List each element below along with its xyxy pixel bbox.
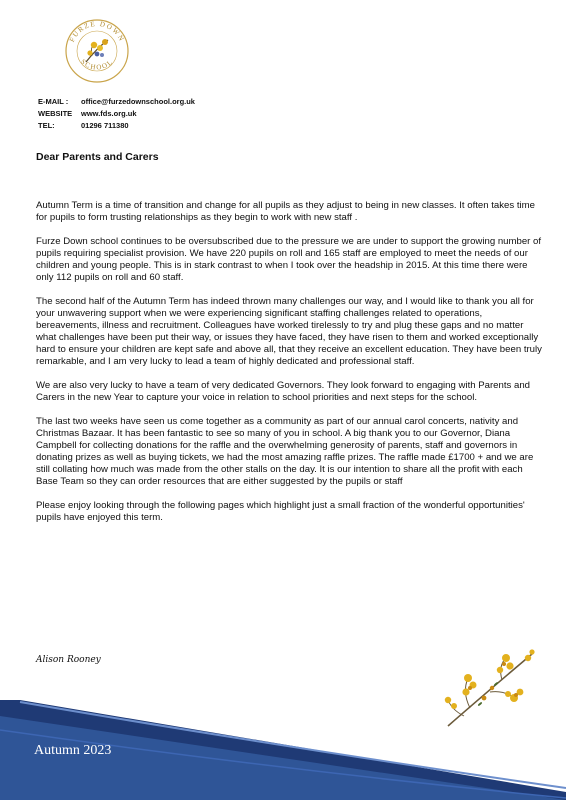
contact-label: WEBSITE (38, 109, 73, 118)
paragraph: Please enjoy looking through the following pages which highlight just a small fraction of the wonderful opportunities' pupils have enjoyed this term. (36, 500, 525, 523)
footer-term-label: Autumn 2023 (34, 743, 112, 758)
contact-email-row (38, 96, 195, 108)
contact-label: E-MAIL : (38, 97, 69, 106)
contact-label: TEL: (38, 121, 55, 130)
paragraph: The last two weeks have seen us come together as a community as part of our annual carol concerts, nativity and Christmas Bazaar. It has been fantastic to see so many of you in school. A big thank you to our Governor, Diana Campbell for collecting donations for the raffle and the overwhelming generosity of parents, staff and governors in donating prizes as well as buying tickets, we had the most amazing raffle prizes. The raffle made £1700 + and we are still collating how much was made from the other stalls on the day. It is our intention to share all the profit with each Base Team so they can order resources that are either suggested by the pupils or staff (36, 416, 534, 487)
contact-phone-row (38, 120, 195, 132)
logo-school-text: SCHOOL (79, 57, 115, 72)
logo-arc-text: FURZE DOWN (67, 19, 127, 44)
paragraph: We are also very lucky to have a team of very dedicated Governors. They look forward to engaging with Parents and Carers in the new Year to capture your voice in relation to school priorities and next steps for the school. (36, 380, 530, 403)
contact-details (38, 96, 195, 132)
phone-number: 01296 711380 (81, 121, 129, 130)
paragraph: Autumn Term is a time of transition and change for all pupils as they adjust to being in new classes. It often takes time for pupils to form trusting relationships as they begin to work with new staff . (36, 200, 535, 223)
contact-website-row (38, 108, 195, 120)
svg-text:SCHOOL (79, 58, 115, 72)
svg-text:FURZE DOWN (68, 20, 126, 43)
letter-body (36, 200, 544, 536)
signature: Alison Rooney (36, 655, 101, 665)
gorse-sprig-icon (86, 39, 108, 62)
salutation: Dear Parents and Carers (36, 151, 159, 163)
website-link[interactable]: www.fds.org.uk (81, 109, 137, 118)
paragraph: The second half of the Autumn Term has indeed thrown many challenges our way, and I would like to thank you all for your unwavering support when we were experiencing significant staffing challenges related to operations, bereavements, illness and recruitment. Colleagues have worked tirelessly to try and plug these gaps and no matter what challenges have been put their way, or issues they have faced, they have risen to them and worked exceptionally hard to ensure your children are kept safe and above all, that they receive an excellent education. They have been truly remarkable, and I am very lucky to lead a team of highly dedicated and professional staff. (36, 296, 542, 367)
paragraph: Furze Down school continues to be oversubscribed due to the pressure we are under to support the growing number of pupils requiring specialist provision. We have 220 pupils on roll and 165 staff are employed to meet the needs of our children and young people. This is in stark contrast to when I took over the headship in 2015. At this time there were only 112 pupils on roll and 60 staff. (36, 236, 542, 283)
email-link[interactable]: office@furzedownschool.org.uk (81, 97, 195, 106)
school-logo (64, 18, 130, 84)
